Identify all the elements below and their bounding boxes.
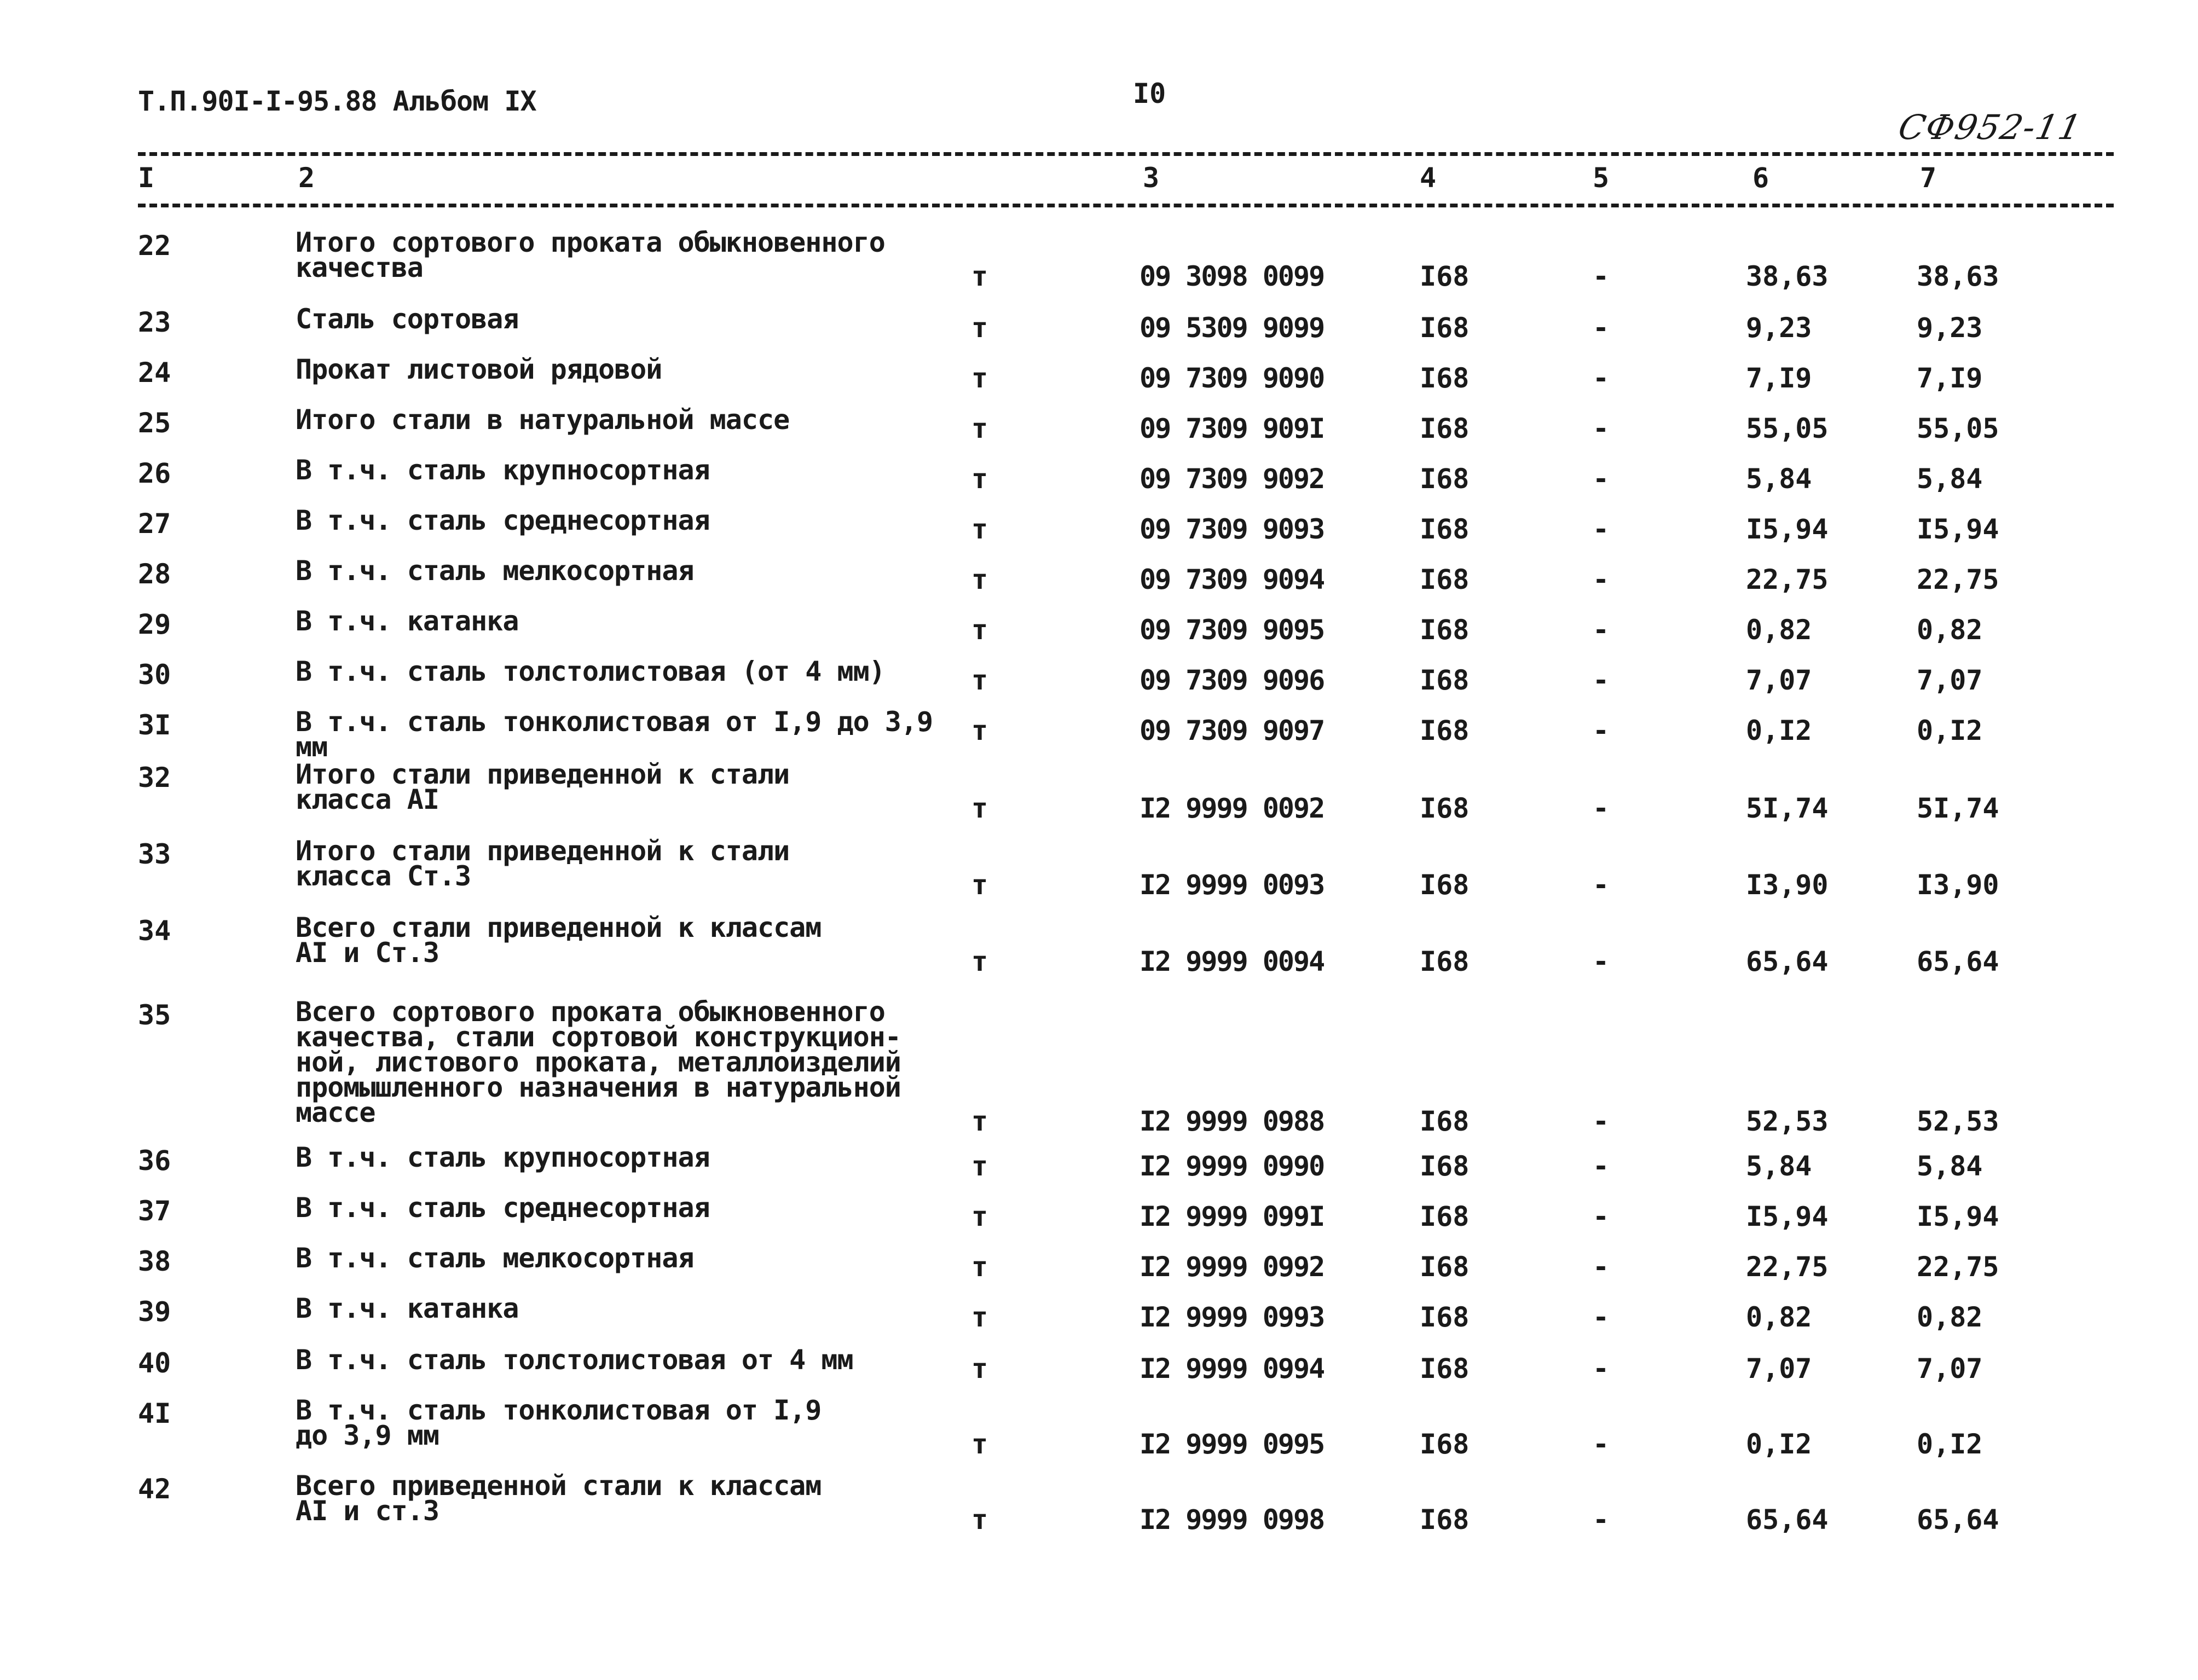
- col7-cell: 5,84: [1917, 463, 1983, 495]
- code-cell: 09 7309 9094: [1140, 564, 1324, 595]
- row-number: 40: [138, 1347, 171, 1379]
- unit-cell: т: [971, 1504, 988, 1536]
- row-number: 30: [138, 659, 171, 691]
- unit-cell: т: [971, 1201, 988, 1232]
- col5-cell: -: [1593, 664, 1610, 696]
- row-name: [296, 1470, 952, 1527]
- row-name-line: качества, стали сортовой конструкцион-: [296, 1021, 901, 1053]
- row-number: 32: [138, 762, 171, 793]
- row-name-line: до 3,9 мм: [296, 1420, 439, 1451]
- row-number: 25: [138, 407, 171, 439]
- row-number: 24: [138, 357, 171, 389]
- col6-cell: 0,I2: [1746, 1428, 1812, 1460]
- col4-cell: I68: [1420, 664, 1470, 696]
- col6-cell: 65,64: [1746, 946, 1829, 977]
- code-cell: I2 9999 0092: [1140, 792, 1324, 824]
- row-number: 36: [138, 1145, 171, 1177]
- col4-cell: I68: [1420, 362, 1470, 394]
- column-number-5: 5: [1593, 162, 1610, 194]
- col5-cell: -: [1593, 1251, 1610, 1283]
- row-name: [296, 706, 952, 763]
- col6-cell: 38,63: [1746, 260, 1829, 292]
- col7-cell: 0,I2: [1917, 715, 1983, 746]
- code-cell: I2 9999 099I: [1140, 1201, 1324, 1232]
- col7-cell: 7,I9: [1917, 362, 1983, 394]
- row-number: 3I: [138, 709, 171, 741]
- row-number: 28: [138, 558, 171, 590]
- row-name-line: В т.ч. сталь крупносортная: [296, 454, 710, 486]
- col4-cell: I68: [1420, 792, 1470, 824]
- row-name: [296, 1242, 952, 1274]
- col4-cell: I68: [1420, 1504, 1470, 1536]
- col5-cell: -: [1593, 1301, 1610, 1333]
- row-name-line: В т.ч. сталь толстолистовая (от 4 мм): [296, 656, 885, 687]
- row-name-line: класса АI: [296, 784, 439, 815]
- unit-cell: т: [971, 1301, 988, 1333]
- col7-cell: 22,75: [1917, 1251, 1999, 1283]
- row-name: [296, 354, 952, 385]
- col5-cell: -: [1593, 792, 1610, 824]
- code-cell: I2 9999 0994: [1140, 1353, 1324, 1384]
- col4-cell: I68: [1420, 869, 1470, 901]
- row-name-line: АI и Ст.3: [296, 937, 439, 969]
- col5-cell: -: [1593, 362, 1610, 394]
- handwritten-mark: СФ952-11: [1895, 107, 2086, 147]
- row-name: [296, 1142, 952, 1173]
- code-cell: I2 9999 0995: [1140, 1428, 1324, 1460]
- row-name-line: В т.ч. сталь среднесортная: [296, 505, 710, 536]
- col7-cell: 52,53: [1917, 1105, 1999, 1137]
- unit-cell: т: [971, 413, 988, 444]
- col4-cell: I68: [1420, 413, 1470, 444]
- col5-cell: -: [1593, 1504, 1610, 1536]
- col5-cell: -: [1593, 513, 1610, 545]
- code-cell: I2 9999 0992: [1140, 1251, 1324, 1283]
- row-name-line: В т.ч. сталь тонколистовая от I,9 до 3,9 мм: [296, 706, 933, 763]
- row-number: 23: [138, 306, 171, 338]
- col6-cell: 5I,74: [1746, 792, 1829, 824]
- col4-cell: I68: [1420, 312, 1470, 344]
- col4-cell: I68: [1420, 715, 1470, 746]
- row-name-line: массе: [296, 1097, 375, 1128]
- row-name-line: класса Ст.3: [296, 860, 471, 892]
- row-name: [296, 454, 952, 486]
- row-name-line: ной, листового проката, металлоизделий: [296, 1046, 901, 1078]
- row-number: 38: [138, 1245, 171, 1277]
- unit-cell: т: [971, 1428, 988, 1460]
- unit-cell: т: [971, 664, 988, 696]
- col4-cell: I68: [1420, 946, 1470, 977]
- col6-cell: 7,I9: [1746, 362, 1812, 394]
- unit-cell: т: [971, 1150, 988, 1182]
- col5-cell: -: [1593, 1150, 1610, 1182]
- row-name-line: Итого стали приведенной к стали: [296, 835, 790, 867]
- col4-cell: I68: [1420, 1353, 1470, 1384]
- col6-cell: 5,84: [1746, 1150, 1812, 1182]
- col6-cell: 22,75: [1746, 564, 1829, 595]
- unit-cell: т: [971, 869, 988, 901]
- col6-cell: I3,90: [1746, 869, 1829, 901]
- row-name-line: В т.ч. сталь толстолистовая от 4 мм: [296, 1344, 853, 1376]
- col5-cell: -: [1593, 413, 1610, 444]
- col6-cell: 7,07: [1746, 664, 1812, 696]
- col6-cell: I5,94: [1746, 513, 1829, 545]
- unit-cell: т: [971, 362, 988, 394]
- col7-cell: 0,I2: [1917, 1428, 1983, 1460]
- row-name-line: В т.ч. катанка: [296, 605, 519, 637]
- col5-cell: -: [1593, 715, 1610, 746]
- col6-cell: 55,05: [1746, 413, 1829, 444]
- unit-cell: т: [971, 715, 988, 746]
- col7-cell: 7,07: [1917, 1353, 1983, 1384]
- col6-cell: 9,23: [1746, 312, 1812, 344]
- col6-cell: 0,82: [1746, 614, 1812, 646]
- row-name: [296, 912, 952, 969]
- page-number: I0: [1133, 78, 1166, 109]
- row-name: [296, 996, 952, 1128]
- col6-cell: 0,I2: [1746, 715, 1812, 746]
- col4-cell: I68: [1420, 1301, 1470, 1333]
- row-name-line: В т.ч. сталь тонколистовая от I,9: [296, 1394, 822, 1426]
- row-number: 22: [138, 230, 171, 262]
- row-name: [296, 505, 952, 536]
- code-cell: 09 7309 9096: [1140, 664, 1324, 696]
- col5-cell: -: [1593, 1201, 1610, 1232]
- code-cell: I2 9999 0990: [1140, 1150, 1324, 1182]
- code-cell: 09 7309 9097: [1140, 715, 1324, 746]
- row-number: 27: [138, 508, 171, 540]
- column-number-1: I: [138, 162, 155, 194]
- code-cell: I2 9999 0093: [1140, 869, 1324, 901]
- col4-cell: I68: [1420, 1201, 1470, 1232]
- row-number: 29: [138, 609, 171, 640]
- column-number-7: 7: [1920, 162, 1937, 194]
- row-name: [296, 227, 952, 283]
- row-name-line: АI и ст.3: [296, 1495, 439, 1527]
- col5-cell: -: [1593, 1353, 1610, 1384]
- row-name-line: Всего приведенной стали к классам: [296, 1470, 822, 1502]
- code-cell: I2 9999 0998: [1140, 1504, 1324, 1536]
- unit-cell: т: [971, 614, 988, 646]
- column-number-6: 6: [1752, 162, 1769, 194]
- col4-cell: I68: [1420, 614, 1470, 646]
- col7-cell: I3,90: [1917, 869, 1999, 901]
- code-cell: 09 3098 0099: [1140, 260, 1324, 292]
- col5-cell: -: [1593, 564, 1610, 595]
- row-number: 34: [138, 915, 171, 947]
- row-name-line: В т.ч. сталь крупносортная: [296, 1142, 710, 1173]
- col7-cell: 5,84: [1917, 1150, 1983, 1182]
- col6-cell: 52,53: [1746, 1105, 1829, 1137]
- col7-cell: 0,82: [1917, 1301, 1983, 1333]
- col7-cell: I5,94: [1917, 1201, 1999, 1232]
- col7-cell: 22,75: [1917, 564, 1999, 595]
- col4-cell: I68: [1420, 564, 1470, 595]
- col4-cell: I68: [1420, 1251, 1470, 1283]
- col5-cell: -: [1593, 1428, 1610, 1460]
- row-name: [296, 758, 952, 815]
- row-number: 4I: [138, 1398, 171, 1429]
- col5-cell: -: [1593, 463, 1610, 495]
- col6-cell: 5,84: [1746, 463, 1812, 495]
- row-number: 39: [138, 1296, 171, 1328]
- col6-cell: 22,75: [1746, 1251, 1829, 1283]
- row-name-line: Итого сортового проката обыкновенного: [296, 227, 885, 258]
- col5-cell: -: [1593, 614, 1610, 646]
- unit-cell: т: [971, 513, 988, 545]
- col7-cell: 5I,74: [1917, 792, 1999, 824]
- row-name: [296, 404, 952, 436]
- row-number: 42: [138, 1473, 171, 1505]
- column-number-2: 2: [298, 162, 315, 194]
- col4-cell: I68: [1420, 513, 1470, 545]
- header-top-rule: [138, 152, 2114, 156]
- col7-cell: 38,63: [1917, 260, 1999, 292]
- code-cell: I2 9999 0094: [1140, 946, 1324, 977]
- unit-cell: т: [971, 260, 988, 292]
- col5-cell: -: [1593, 869, 1610, 901]
- col7-cell: 65,64: [1917, 1504, 1999, 1536]
- code-cell: 09 7309 909I: [1140, 413, 1324, 444]
- row-name: [296, 605, 952, 637]
- row-name-line: В т.ч. сталь мелкосортная: [296, 1242, 694, 1274]
- col7-cell: 0,82: [1917, 614, 1983, 646]
- code-cell: 09 7309 9095: [1140, 614, 1324, 646]
- code-cell: 09 7309 9092: [1140, 463, 1324, 495]
- col7-cell: I5,94: [1917, 513, 1999, 545]
- unit-cell: т: [971, 792, 988, 824]
- row-name-line: В т.ч. сталь мелкосортная: [296, 555, 694, 587]
- row-name-line: промышленного назначения в натуральной: [296, 1071, 901, 1103]
- row-name: [296, 555, 952, 587]
- row-name-line: Всего сортового проката обыкновенного: [296, 996, 885, 1028]
- code-cell: 09 7309 9093: [1140, 513, 1324, 545]
- col7-cell: 9,23: [1917, 312, 1983, 344]
- row-name-line: Сталь сортовая: [296, 303, 519, 335]
- row-number: 37: [138, 1195, 171, 1227]
- unit-cell: т: [971, 1105, 988, 1137]
- col7-cell: 7,07: [1917, 664, 1983, 696]
- row-name: [296, 1344, 952, 1376]
- col4-cell: I68: [1420, 1428, 1470, 1460]
- row-name: [296, 656, 952, 687]
- col6-cell: 7,07: [1746, 1353, 1812, 1384]
- column-number-3: 3: [1143, 162, 1160, 194]
- row-name-line: Всего стали приведенной к классам: [296, 912, 822, 943]
- col5-cell: -: [1593, 1105, 1610, 1137]
- row-number: 35: [138, 999, 171, 1031]
- code-cell: I2 9999 0993: [1140, 1301, 1324, 1333]
- row-name: [296, 1394, 952, 1451]
- col6-cell: 0,82: [1746, 1301, 1812, 1333]
- unit-cell: т: [971, 312, 988, 344]
- row-name: [296, 303, 952, 335]
- unit-cell: т: [971, 1353, 988, 1384]
- code-cell: 09 5309 9099: [1140, 312, 1324, 344]
- code-cell: I2 9999 0988: [1140, 1105, 1324, 1137]
- row-name: [296, 835, 952, 892]
- col4-cell: I68: [1420, 1105, 1470, 1137]
- unit-cell: т: [971, 946, 988, 977]
- col4-cell: I68: [1420, 1150, 1470, 1182]
- col4-cell: I68: [1420, 260, 1470, 292]
- row-number: 26: [138, 457, 171, 489]
- code-cell: 09 7309 9090: [1140, 362, 1324, 394]
- unit-cell: т: [971, 1251, 988, 1283]
- col7-cell: 55,05: [1917, 413, 1999, 444]
- col6-cell: 65,64: [1746, 1504, 1829, 1536]
- col5-cell: -: [1593, 260, 1610, 292]
- row-number: 33: [138, 838, 171, 870]
- row-name-line: Итого стали в натуральной массе: [296, 404, 790, 436]
- row-name-line: В т.ч. катанка: [296, 1293, 519, 1324]
- col5-cell: -: [1593, 312, 1610, 344]
- row-name: [296, 1192, 952, 1224]
- row-name-line: Итого стали приведенной к стали: [296, 758, 790, 790]
- unit-cell: т: [971, 463, 988, 495]
- col5-cell: -: [1593, 946, 1610, 977]
- row-name-line: качества: [296, 252, 423, 283]
- document-title: Т.П.90I-I-95.88 Альбом IX: [138, 85, 536, 117]
- col7-cell: 65,64: [1917, 946, 1999, 977]
- header-bottom-rule: [138, 204, 2114, 207]
- col6-cell: I5,94: [1746, 1201, 1829, 1232]
- row-name: [296, 1293, 952, 1324]
- row-name-line: Прокат листовой рядовой: [296, 354, 662, 385]
- unit-cell: т: [971, 564, 988, 595]
- col4-cell: I68: [1420, 463, 1470, 495]
- row-name-line: В т.ч. сталь среднесортная: [296, 1192, 710, 1224]
- column-number-4: 4: [1420, 162, 1437, 194]
